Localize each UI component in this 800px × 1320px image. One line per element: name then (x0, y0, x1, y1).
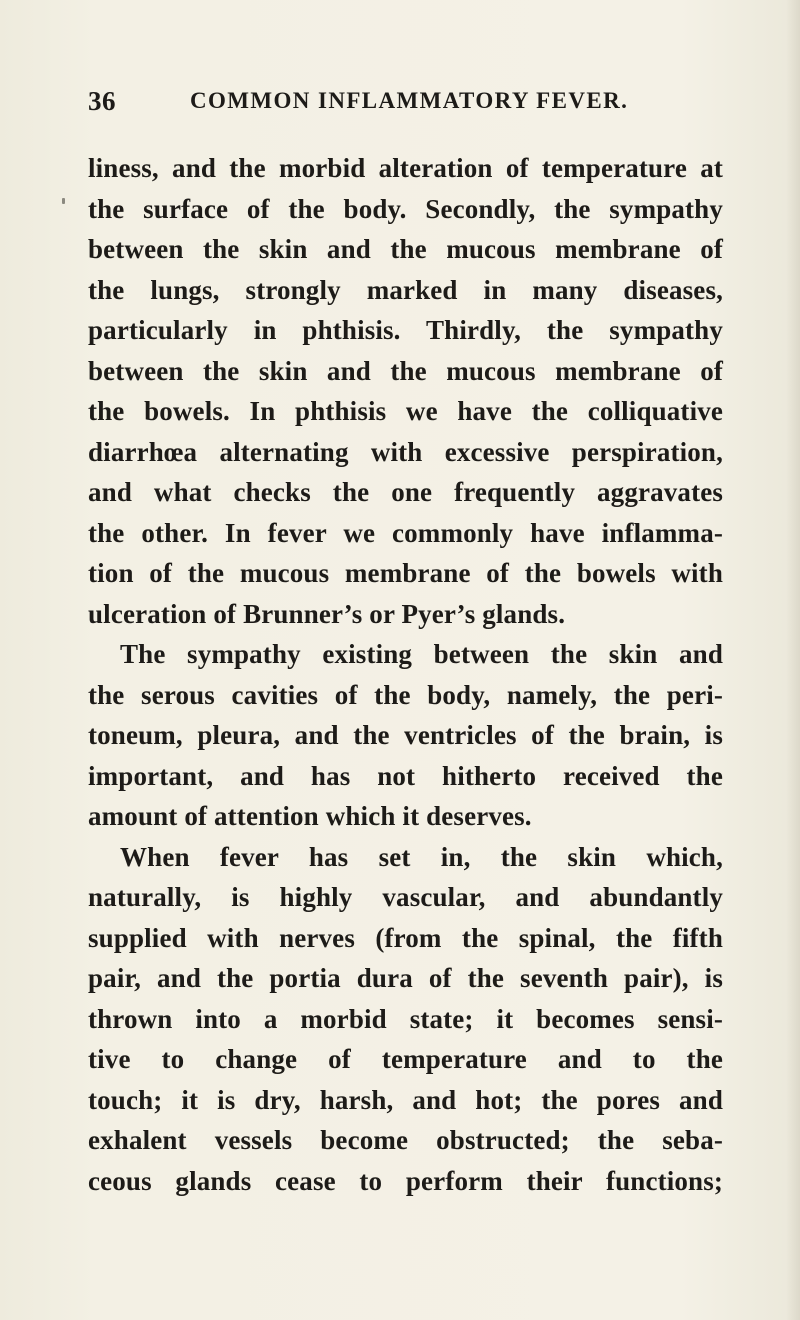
text-line: the other. In fever we commonly have inflamma- (88, 517, 723, 548)
text-line: pair, and the portia dura of the seventh pair), is (88, 963, 723, 993)
text-line: and what checks the one frequently aggravates (88, 477, 723, 507)
body-text (88, 148, 723, 1201)
text-line: diarrhœa alternating with excessive perspiration, (88, 436, 723, 467)
text-line: naturally, is highly vascular, and abundantly (88, 882, 723, 912)
text-line: tion of the mucous membrane of the bowels with (88, 558, 723, 588)
text-line: the surface of the body. Secondly, the sympathy (88, 193, 723, 224)
text-line: exhalent vessels become obstructed; the seba- (88, 1125, 723, 1155)
text-line: supplied with nerves (from the spinal, the fifth (88, 922, 723, 953)
text-line: toneum, pleura, and the ventricles of the brain, is (88, 720, 723, 750)
text-line: thrown into a morbid state; it becomes sensi- (88, 1003, 723, 1034)
page-number: 36 (88, 86, 116, 116)
running-head-title: COMMON INFLAMMATORY FEVER. (190, 88, 629, 113)
running-head (88, 86, 728, 122)
text-line: tive to change of temperature and to the (88, 1044, 723, 1074)
text-line: the serous cavities of the body, namely, the peri- (88, 679, 723, 710)
text-line: ulceration of Brunner’s or Pyer’s glands. (88, 598, 566, 629)
text-line: touch; it is dry, harsh, and hot; the pores and (88, 1084, 723, 1115)
text-line: between the skin and the mucous membrane of (88, 234, 723, 264)
paragraph-first-line: When fever has set in, the skin which, (120, 841, 723, 872)
ink-speck (62, 198, 65, 204)
text-line: the lungs, strongly marked in many diseases, (88, 274, 723, 305)
text-line: particularly in phthisis. Thirdly, the sympathy (88, 315, 723, 345)
page-edge-shadow (786, 0, 800, 1320)
text-line: important, and has not hitherto received the (88, 760, 723, 791)
paragraph-first-line: The sympathy existing between the skin and (120, 639, 723, 669)
text-line: amount of attention which it deserves. (88, 801, 532, 831)
text-line: ceous glands cease to perform their functions; (88, 1165, 723, 1196)
text-line: liness, and the morbid alteration of temperature at (88, 153, 723, 183)
text-line: the bowels. In phthisis we have the colliquative (88, 396, 723, 426)
text-line: between the skin and the mucous membrane of (88, 355, 723, 386)
